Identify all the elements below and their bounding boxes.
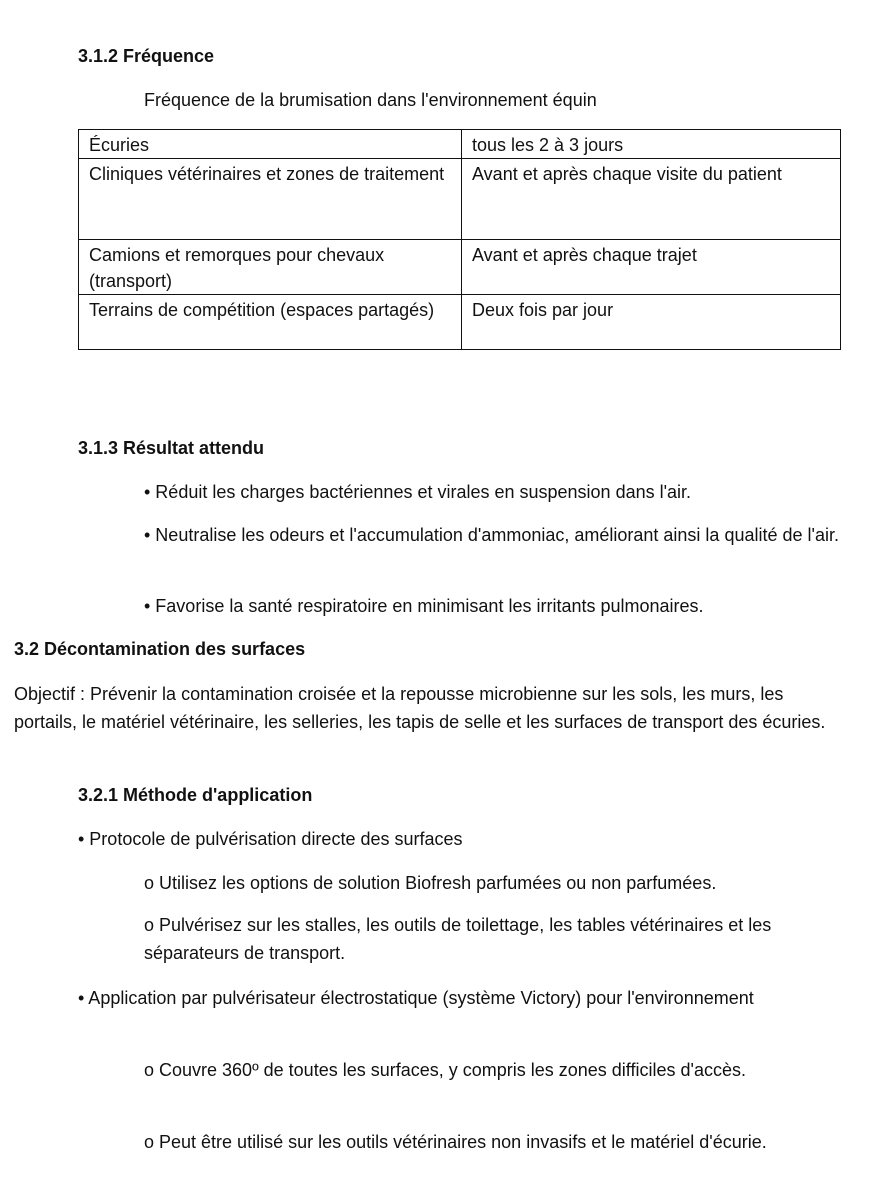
list-item: • Application par pulvérisateur électrostatique (système Victory) pour l'environnement	[78, 988, 754, 1008]
table-row	[79, 159, 841, 240]
table-cell: tous les 2 à 3 jours	[462, 130, 841, 159]
table-row	[79, 240, 841, 295]
list-item: • Protocole de pulvérisation directe des surfaces	[78, 829, 463, 849]
bullet-item: • Réduit les charges bactériennes et virales en suspension dans l'air.	[144, 482, 692, 502]
sub-list-item: o Utilisez les options de solution Biofresh parfumées ou non parfumées.	[144, 873, 717, 893]
table-cell: Camions et remorques pour chevaux (transport)	[79, 240, 462, 295]
table-row	[79, 130, 841, 159]
table-caption: Fréquence de la brumisation dans l'environnement équin	[144, 90, 597, 110]
heading-3-1-2: 3.1.2 Fréquence	[78, 46, 215, 66]
sub-list-item: o Pulvérisez sur les stalles, les outils de toilettage, les tables vétérinaires et les séparateurs de transport.	[144, 915, 772, 963]
heading-3-2-1: 3.2.1 Méthode d'application	[78, 785, 313, 805]
sub-list-item: o Couvre 360º de toutes les surfaces, y compris les zones difficiles d'accès.	[144, 1060, 746, 1080]
bullet-item: • Favorise la santé respiratoire en minimisant les irritants pulmonaires.	[144, 596, 704, 616]
table-cell: Cliniques vétérinaires et zones de traitement	[79, 159, 462, 240]
table-cell: Avant et après chaque visite du patient	[462, 159, 841, 240]
frequency-table	[78, 129, 841, 350]
heading-3-2: 3.2 Décontamination des surfaces	[14, 639, 306, 659]
sub-list-item: o Peut être utilisé sur les outils vétérinaires non invasifs et le matériel d'écurie.	[144, 1132, 767, 1152]
table-cell: Deux fois par jour	[462, 295, 841, 350]
table-cell: Écuries	[79, 130, 462, 159]
objective-paragraph: Objectif : Prévenir la contamination croisée et la repousse microbienne sur les sols, les murs, les portails, le matériel vétérinaire, les selleries, les tapis de selle et les surfaces de transport des écuries.	[14, 684, 826, 732]
table-cell: Avant et après chaque trajet	[462, 240, 841, 295]
bullet-item: • Neutralise les odeurs et l'accumulation d'ammoniac, améliorant ainsi la qualité de l'air.	[144, 525, 839, 545]
heading-3-1-3: 3.1.3 Résultat attendu	[78, 438, 265, 458]
table-row	[79, 295, 841, 350]
table-cell: Terrains de compétition (espaces partagés)	[79, 295, 462, 350]
